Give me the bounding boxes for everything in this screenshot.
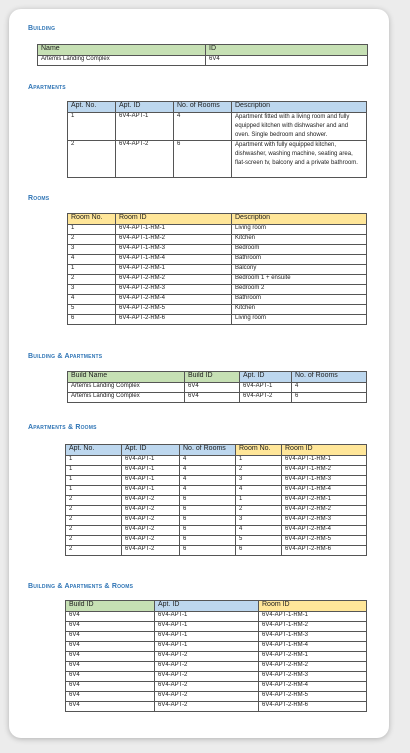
bar-cell: 6V4 [66,662,155,672]
bar-cell: 6V4-APT-2 [155,652,259,662]
apartments-rooms-cell: 6V4-APT-1 [122,466,180,476]
bar-header-apt-id: Apt. ID [155,601,259,612]
table-row [66,632,367,642]
apartments-rooms-cell: 2 [66,496,122,506]
section-title-building: Building [28,25,56,32]
building-header-name: Name [38,45,206,56]
apartments-rooms-cell: 4 [180,486,236,496]
apartments-rooms-cell: 6V4-APT-1-RM-1 [282,456,367,466]
rooms-cell: Bathroom [232,255,367,265]
apartments-cell: 6V4-APT-2 [116,141,174,178]
apartments-rooms-cell: 6V4-APT-2 [122,536,180,546]
apartments-rooms-table [65,444,367,556]
table-row [66,466,367,476]
building-apartments-header-apt-id: Apt. ID [240,372,292,383]
table-row [68,141,367,178]
table-row [66,682,367,692]
building-apartments-cell: 6V4-APT-2 [240,393,292,403]
building-header-id: ID [206,45,368,56]
apartments-rooms-cell: 6 [180,496,236,506]
apartments-rooms-cell: 2 [66,506,122,516]
apartments-rooms-cell: 6 [236,546,282,556]
apartments-cell: 1 [68,113,116,141]
apartments-rooms-cell: 2 [66,516,122,526]
apartments-rooms-cell: 6V4-APT-2-RM-4 [282,526,367,536]
apartments-rooms-header-row [66,445,367,456]
table-row [66,496,367,506]
building-apartments-header-row [68,372,367,383]
building-apartments-table [67,371,367,403]
apartments-rooms-cell: 6V4-APT-1 [122,486,180,496]
rooms-cell: Balcony [232,265,367,275]
bar-cell: 6V4-APT-1 [155,632,259,642]
apartments-rooms-header-apt-no: Apt. No. [66,445,122,456]
bar-cell: 6V4-APT-2 [155,702,259,712]
table-row [66,456,367,466]
building-apartments-header-rooms: No. of Rooms [292,372,367,383]
bar-header-room-id: Room ID [259,601,367,612]
building-apartments-cell: 4 [292,383,367,393]
apartments-rooms-cell: 6V4-APT-1-RM-3 [282,476,367,486]
rooms-header-description: Description [232,214,367,225]
apartments-header-row [68,102,367,113]
table-row [68,235,367,245]
rooms-cell: 6V4-APT-2-RM-6 [116,315,232,325]
rooms-cell: 2 [68,235,116,245]
apartments-rooms-cell: 2 [66,536,122,546]
section-title-building-apartments: Building & Apartments [28,353,103,360]
apartments-rooms-cell: 4 [236,486,282,496]
apartments-table [67,101,367,178]
apartments-rooms-cell: 1 [66,456,122,466]
rooms-cell: 6V4-APT-2-RM-5 [116,305,232,315]
table-row [66,692,367,702]
bar-cell: 6V4 [66,632,155,642]
apartments-rooms-cell: 1 [236,456,282,466]
building-apartments-cell: 6V4-APT-1 [240,383,292,393]
apartments-rooms-cell: 6V4-APT-2 [122,546,180,556]
bar-cell: 6V4 [66,622,155,632]
building-table [37,44,368,66]
apartments-rooms-cell: 2 [236,506,282,516]
table-row [68,265,367,275]
section-title-apartments: Apartments [28,84,66,91]
table-row [68,295,367,305]
apartments-cell: 4 [174,113,232,141]
apartments-rooms-cell: 6V4-APT-2-RM-3 [282,516,367,526]
apartments-rooms-cell: 6 [180,516,236,526]
apartments-rooms-cell: 6V4-APT-1-RM-4 [282,486,367,496]
rooms-cell: 1 [68,225,116,235]
apartments-rooms-cell: 1 [236,496,282,506]
rooms-cell: Kitchen [232,305,367,315]
rooms-cell: Kitchen [232,235,367,245]
apartments-rooms-cell: 6 [180,506,236,516]
rooms-cell: Bedroom 1 + ensuite [232,275,367,285]
apartments-rooms-cell: 5 [236,536,282,546]
section-title-building-apartments-rooms: Building & Apartments & Rooms [28,583,134,590]
apartments-rooms-cell: 6V4-APT-2 [122,516,180,526]
apartments-cell: 6V4-APT-1 [116,113,174,141]
table-row [66,506,367,516]
bar-header-build-id: Build ID [66,601,155,612]
table-row [68,393,367,403]
apartments-rooms-header-rooms: No. of Rooms [180,445,236,456]
rooms-cell: 3 [68,245,116,255]
apartments-header-apt-id: Apt. ID [116,102,174,113]
rooms-cell: 1 [68,265,116,275]
apartments-cell: 6 [174,141,232,178]
apartments-cell-description: Apartment with fully equipped kitchen, dishwasher, washing machine, seating area, flat-screen tv, balcony and a private bathroom. [232,141,367,178]
apartments-rooms-cell: 4 [180,456,236,466]
table-row [68,275,367,285]
table-row [68,305,367,315]
apartments-rooms-cell: 6V4-APT-2 [122,496,180,506]
table-row [66,612,367,622]
bar-cell: 6V4-APT-2-RM-4 [259,682,367,692]
table-row [66,546,367,556]
table-row [38,56,368,66]
table-row [68,315,367,325]
apartments-rooms-header-room-id: Room ID [282,445,367,456]
rooms-cell: 6V4-APT-1-RM-2 [116,235,232,245]
rooms-cell: 6V4-APT-2-RM-1 [116,265,232,275]
apartments-rooms-cell: 2 [236,466,282,476]
bar-cell: 6V4-APT-2-RM-6 [259,702,367,712]
apartments-rooms-cell: 6V4-APT-2 [122,526,180,536]
building-apartments-header-build-name: Build Name [68,372,185,383]
bar-cell: 6V4-APT-1 [155,622,259,632]
apartments-rooms-cell: 6V4-APT-2 [122,506,180,516]
apartments-rooms-cell: 6 [180,536,236,546]
section-title-apartments-rooms: Apartments & Rooms [28,424,97,431]
building-apartments-rooms-header-row [66,601,367,612]
bar-cell: 6V4-APT-2-RM-3 [259,672,367,682]
apartments-rooms-cell: 2 [66,546,122,556]
rooms-cell: Bedroom 2 [232,285,367,295]
bar-cell: 6V4-APT-2 [155,672,259,682]
table-row [66,642,367,652]
rooms-cell: Living room [232,225,367,235]
bar-cell: 6V4 [66,672,155,682]
rooms-header-row [68,214,367,225]
rooms-cell: Living room [232,315,367,325]
building-cell-id: 6V4 [206,56,368,66]
table-row [66,652,367,662]
bar-cell: 6V4-APT-1 [155,642,259,652]
apartments-header-rooms: No. of Rooms [174,102,232,113]
bar-cell: 6V4-APT-1-RM-3 [259,632,367,642]
table-row [68,255,367,265]
bar-cell: 6V4-APT-2-RM-2 [259,662,367,672]
apartments-rooms-cell: 3 [236,476,282,486]
apartments-rooms-cell: 6V4-APT-1 [122,476,180,486]
table-row [66,702,367,712]
rooms-cell: 6V4-APT-1-RM-1 [116,225,232,235]
bar-cell: 6V4-APT-2 [155,682,259,692]
building-apartments-cell: Artemis Landing Complex [68,383,185,393]
apartments-rooms-cell: 1 [66,466,122,476]
building-apartments-cell: 6V4 [185,393,240,403]
table-row [68,245,367,255]
rooms-cell: 6V4-APT-2-RM-3 [116,285,232,295]
apartments-rooms-cell: 2 [66,526,122,536]
bar-cell: 6V4-APT-1-RM-4 [259,642,367,652]
table-row [66,536,367,546]
apartments-rooms-cell: 1 [66,486,122,496]
rooms-cell: 2 [68,275,116,285]
bar-cell: 6V4 [66,652,155,662]
table-row [66,516,367,526]
bar-cell: 6V4-APT-2 [155,692,259,702]
apartments-rooms-cell: 6V4-APT-2-RM-5 [282,536,367,546]
building-apartments-header-build-id: Build ID [185,372,240,383]
apartments-rooms-cell: 6V4-APT-1 [122,456,180,466]
rooms-cell: 4 [68,255,116,265]
bar-cell: 6V4-APT-2-RM-1 [259,652,367,662]
apartments-rooms-cell: 1 [66,476,122,486]
rooms-cell: Bedroom [232,245,367,255]
rooms-cell: 6 [68,315,116,325]
building-apartments-rooms-table [65,600,367,712]
apartments-rooms-cell: 6V4-APT-2-RM-6 [282,546,367,556]
table-row [66,486,367,496]
bar-cell: 6V4-APT-1-RM-1 [259,612,367,622]
apartments-header-apt-no: Apt. No. [68,102,116,113]
rooms-cell: 3 [68,285,116,295]
building-cell-name: Artemis Landing Complex [38,56,206,66]
apartments-rooms-header-room-no: Room No. [236,445,282,456]
apartments-cell-description: Apartment fitted with a living room and fully equipped kitchen with dishwasher and and oven. Single bedroom and shower. [232,113,367,141]
table-row [68,383,367,393]
building-header-row [38,45,368,56]
table-row [66,672,367,682]
rooms-cell: 6V4-APT-2-RM-2 [116,275,232,285]
rooms-cell: 5 [68,305,116,315]
rooms-table [67,213,367,325]
rooms-cell: 6V4-APT-2-RM-4 [116,295,232,305]
bar-cell: 6V4 [66,642,155,652]
building-apartments-cell: 6 [292,393,367,403]
apartments-rooms-cell: 6 [180,546,236,556]
apartments-rooms-cell: 4 [180,476,236,486]
table-row [68,285,367,295]
bar-cell: 6V4 [66,682,155,692]
apartments-rooms-cell: 6V4-APT-2-RM-1 [282,496,367,506]
bar-cell: 6V4 [66,702,155,712]
apartments-rooms-cell: 6V4-APT-2-RM-2 [282,506,367,516]
apartments-rooms-cell: 6 [180,526,236,536]
bar-cell: 6V4-APT-2-RM-5 [259,692,367,702]
bar-cell: 6V4-APT-1-RM-2 [259,622,367,632]
table-row [66,476,367,486]
section-title-rooms: Rooms [28,195,50,202]
apartments-header-description: Description [232,102,367,113]
apartments-rooms-cell: 4 [236,526,282,536]
bar-cell: 6V4 [66,612,155,622]
table-row [66,622,367,632]
bar-cell: 6V4 [66,692,155,702]
table-row [66,526,367,536]
apartments-rooms-cell: 6V4-APT-1-RM-2 [282,466,367,476]
rooms-cell: 4 [68,295,116,305]
building-apartments-cell: 6V4 [185,383,240,393]
table-row [66,662,367,672]
rooms-header-room-no: Room No. [68,214,116,225]
rooms-cell: 6V4-APT-1-RM-4 [116,255,232,265]
building-apartments-cell: Artemis Landing Complex [68,393,185,403]
apartments-cell: 2 [68,141,116,178]
rooms-cell: Bathroom [232,295,367,305]
apartments-rooms-cell: 3 [236,516,282,526]
bar-cell: 6V4-APT-1 [155,612,259,622]
apartments-rooms-header-apt-id: Apt. ID [122,445,180,456]
table-row [68,225,367,235]
apartments-rooms-cell: 4 [180,466,236,476]
bar-cell: 6V4-APT-2 [155,662,259,672]
rooms-cell: 6V4-APT-1-RM-3 [116,245,232,255]
rooms-header-room-id: Room ID [116,214,232,225]
table-row [68,113,367,141]
